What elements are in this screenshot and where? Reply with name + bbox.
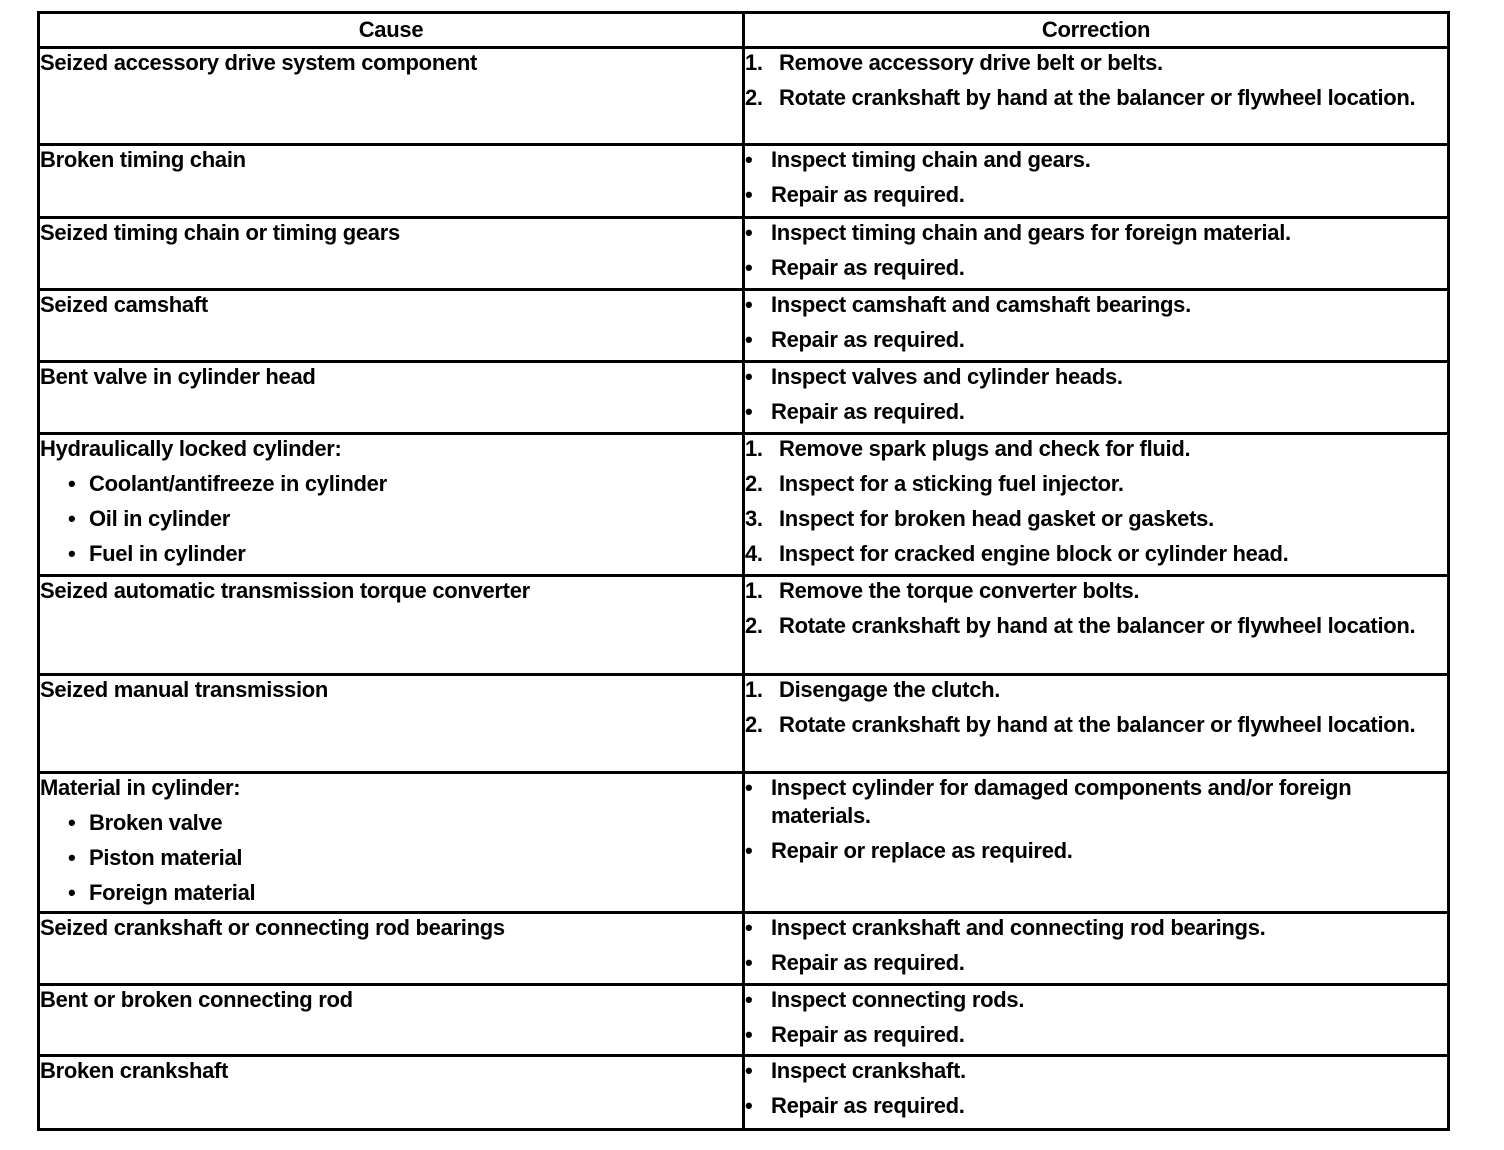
bullet-icon: • (745, 838, 753, 863)
bullet-icon: • (68, 845, 76, 870)
cause-text: Material in cylinder: (40, 775, 241, 800)
cause-sub-item-text: Coolant/antifreeze in cylinder (89, 471, 387, 496)
correction-cell (744, 48, 1449, 145)
correction-list (745, 577, 1447, 640)
table-row (39, 145, 1449, 218)
cause-sub-item (40, 505, 742, 533)
bullet-icon: • (745, 399, 753, 424)
correction-item (745, 1057, 1447, 1085)
correction-cell (744, 675, 1449, 773)
correction-item (745, 84, 1447, 112)
table-row (39, 362, 1449, 434)
correction-item (745, 219, 1447, 247)
correction-cell (744, 434, 1449, 576)
cause-cell (39, 675, 744, 773)
cause-text: Bent or broken connecting rod (40, 987, 353, 1012)
correction-cell (744, 362, 1449, 434)
table-row (39, 913, 1449, 985)
item-number: 1. (745, 436, 763, 461)
correction-text: Inspect for a sticking fuel injector. (779, 471, 1124, 496)
table-row (39, 985, 1449, 1056)
table-row (39, 576, 1449, 675)
correction-item (745, 914, 1447, 942)
bullet-icon: • (745, 182, 753, 207)
item-number: 4. (745, 541, 763, 566)
item-number: 2. (745, 613, 763, 638)
correction-item (745, 577, 1447, 605)
cause-text: Seized camshaft (40, 292, 208, 317)
bullet-icon: • (745, 364, 753, 389)
cause-cell (39, 362, 744, 434)
correction-list (745, 1057, 1447, 1120)
correction-text: Remove spark plugs and check for fluid. (779, 436, 1191, 461)
correction-cell (744, 218, 1449, 290)
correction-item (745, 470, 1447, 498)
correction-item (745, 49, 1447, 77)
bullet-icon: • (745, 987, 753, 1012)
correction-text: Remove accessory drive belt or belts. (779, 50, 1163, 75)
header-row (39, 13, 1449, 48)
cause-sub-item-text: Piston material (89, 845, 243, 870)
correction-list (745, 774, 1447, 865)
cause-text: Seized automatic transmission torque converter (40, 578, 530, 603)
bullet-icon: • (68, 880, 76, 905)
correction-item (745, 540, 1447, 568)
correction-text: Rotate crankshaft by hand at the balancer or flywheel location. (779, 85, 1416, 110)
correction-item (745, 711, 1447, 739)
table-row (39, 1056, 1449, 1130)
correction-text: Repair as required. (771, 1093, 965, 1118)
correction-text: Inspect crankshaft. (771, 1058, 966, 1083)
cause-cell (39, 773, 744, 913)
cause-sub-item-text: Fuel in cylinder (89, 541, 246, 566)
bullet-icon: • (68, 471, 76, 496)
cause-cell (39, 576, 744, 675)
correction-item (745, 435, 1447, 463)
cause-cell (39, 145, 744, 218)
item-number: 1. (745, 578, 763, 603)
bullet-icon: • (745, 1093, 753, 1118)
cause-cell (39, 1056, 744, 1130)
diagnostic-table (37, 11, 1450, 1131)
correction-text: Rotate crankshaft by hand at the balancer or flywheel location. (779, 712, 1416, 737)
correction-text: Repair as required. (771, 182, 965, 207)
cause-text: Seized timing chain or timing gears (40, 220, 400, 245)
correction-cell (744, 1056, 1449, 1130)
item-number: 2. (745, 471, 763, 496)
bullet-icon: • (745, 327, 753, 352)
cause-text: Hydraulically locked cylinder: (40, 436, 342, 461)
cause-text: Seized crankshaft or connecting rod bearings (40, 915, 505, 940)
correction-item (745, 398, 1447, 426)
correction-list (745, 49, 1447, 112)
correction-text: Disengage the clutch. (779, 677, 1001, 702)
correction-text: Inspect timing chain and gears for foreign material. (771, 220, 1291, 245)
correction-text: Inspect for broken head gasket or gaskets. (779, 506, 1214, 531)
correction-list (745, 986, 1447, 1049)
cause-column-header: Cause (39, 13, 744, 48)
bullet-icon: • (745, 950, 753, 975)
correction-text: Repair as required. (771, 255, 965, 280)
cause-sub-item-text: Oil in cylinder (89, 506, 230, 531)
cause-text: Seized manual transmission (40, 677, 329, 702)
correction-text: Repair as required. (771, 399, 965, 424)
cause-sub-item (40, 879, 742, 907)
correction-item (745, 181, 1447, 209)
correction-cell (744, 576, 1449, 675)
item-number: 1. (745, 677, 763, 702)
correction-cell (744, 145, 1449, 218)
correction-text: Remove the torque converter bolts. (779, 578, 1140, 603)
cause-sub-item (40, 540, 742, 568)
correction-item (745, 1092, 1447, 1120)
correction-text: Repair as required. (771, 327, 965, 352)
correction-text: Repair as required. (771, 950, 965, 975)
correction-item (745, 986, 1447, 1014)
cause-cell (39, 985, 744, 1056)
correction-text: Inspect connecting rods. (771, 987, 1025, 1012)
correction-list (745, 219, 1447, 282)
cause-cell (39, 48, 744, 145)
correction-column-header: Correction (744, 13, 1449, 48)
cause-cell (39, 290, 744, 362)
correction-item (745, 326, 1447, 354)
correction-text: Inspect for cracked engine block or cylinder head. (779, 541, 1289, 566)
cause-cell (39, 434, 744, 576)
correction-text: Inspect camshaft and camshaft bearings. (771, 292, 1191, 317)
cause-sub-item (40, 844, 742, 872)
bullet-icon: • (745, 1058, 753, 1083)
cause-text: Broken crankshaft (40, 1058, 229, 1083)
item-number: 3. (745, 506, 763, 531)
correction-item (745, 505, 1447, 533)
cause-sub-item (40, 809, 742, 837)
correction-cell (744, 913, 1449, 985)
correction-text: Rotate crankshaft by hand at the balancer or flywheel location. (779, 613, 1416, 638)
table-row (39, 773, 1449, 913)
correction-text: Inspect valves and cylinder heads. (771, 364, 1123, 389)
table-row (39, 218, 1449, 290)
correction-list (745, 435, 1447, 568)
correction-text: Repair or replace as required. (771, 838, 1073, 863)
cause-text: Bent valve in cylinder head (40, 364, 316, 389)
bullet-icon: • (745, 255, 753, 280)
correction-item (745, 837, 1447, 865)
correction-list (745, 291, 1447, 354)
correction-list (745, 676, 1447, 739)
item-number: 2. (745, 85, 763, 110)
cause-text: Seized accessory drive system component (40, 50, 478, 75)
bullet-icon: • (745, 775, 753, 800)
cause-cell (39, 913, 744, 985)
table-row (39, 48, 1449, 145)
correction-text: Repair as required. (771, 1022, 965, 1047)
cause-sub-item-text: Broken valve (89, 810, 223, 835)
correction-item (745, 291, 1447, 319)
correction-list (745, 363, 1447, 426)
correction-item (745, 676, 1447, 704)
bullet-icon: • (68, 506, 76, 531)
bullet-icon: • (745, 147, 753, 172)
bullet-icon: • (745, 1022, 753, 1047)
correction-cell (744, 290, 1449, 362)
correction-list (745, 146, 1447, 209)
table-row (39, 434, 1449, 576)
table-body (39, 48, 1449, 1130)
correction-item (745, 612, 1447, 640)
correction-item (745, 146, 1447, 174)
cause-sub-item-text: Foreign material (89, 880, 256, 905)
table-row (39, 675, 1449, 773)
correction-item (745, 1021, 1447, 1049)
correction-cell (744, 985, 1449, 1056)
bullet-icon: • (745, 292, 753, 317)
table-row (39, 290, 1449, 362)
item-number: 1. (745, 50, 763, 75)
correction-text: Inspect crankshaft and connecting rod bearings. (771, 915, 1266, 940)
correction-item (745, 949, 1447, 977)
cause-sub-item (40, 470, 742, 498)
correction-item (745, 254, 1447, 282)
cause-sub-list (40, 470, 742, 568)
correction-list (745, 914, 1447, 977)
bullet-icon: • (745, 220, 753, 245)
bullet-icon: • (68, 541, 76, 566)
cause-text: Broken timing chain (40, 147, 246, 172)
correction-item (745, 363, 1447, 391)
cause-sub-list (40, 809, 742, 907)
bullet-icon: • (745, 915, 753, 940)
correction-item (745, 774, 1447, 830)
bullet-icon: • (68, 810, 76, 835)
correction-text: Inspect cylinder for damaged components and/or foreign materials. (771, 775, 1352, 828)
correction-cell (744, 773, 1449, 913)
cause-cell (39, 218, 744, 290)
item-number: 2. (745, 712, 763, 737)
correction-text: Inspect timing chain and gears. (771, 147, 1091, 172)
